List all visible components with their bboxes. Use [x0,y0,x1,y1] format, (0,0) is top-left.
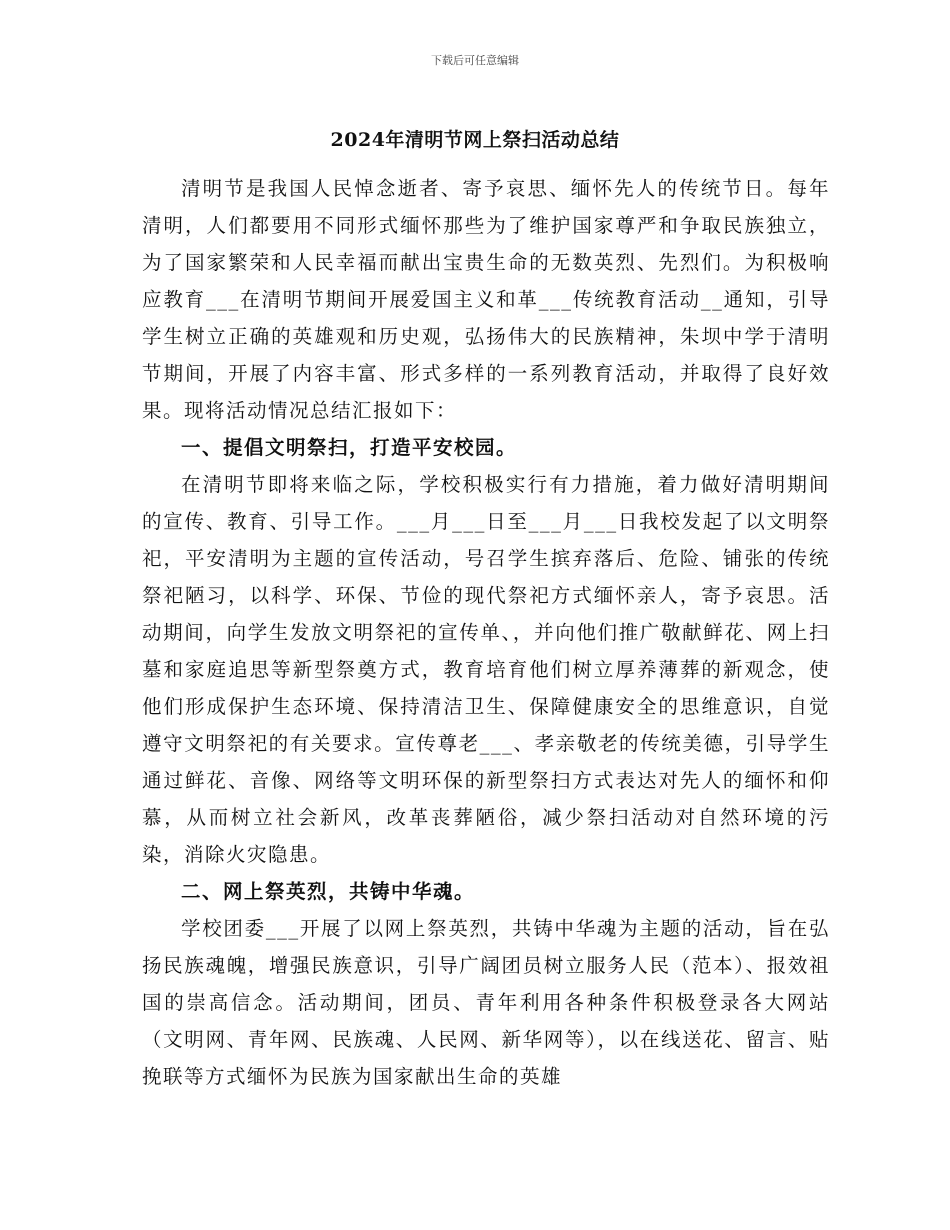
intro-paragraph: 清明节是我国人民悼念逝者、寄予哀思、缅怀先人的传统节日。每年清明，人们都要用不同形式缅怀那些为了维护国家尊严和争取民族独立，为了国家繁荣和人民幸福而献出宝贵生命的无数英烈、先烈们。为积极响应教育___在清明节期间开展爱国主义和革___传统教育活动__通知，引导学生树立正确的英雄观和历史观，弘扬伟大的民族精神，朱坝中学于清明节期间，开展了内容丰富、形式多样的一系列教育活动，并取得了良好效果。现将活动情况总结汇报如下： [142,177,830,422]
section-1-heading: 一、提倡文明祭扫，打造平安校园。 [181,436,518,459]
page-header: 下载后可任意编辑 [431,54,519,67]
document-body [142,170,830,1095]
section-2-paragraph: 学校团委___开展了以网上祭英烈，共铸中华魂为主题的活动，旨在弘扬民族魂魄，增强民族意识，引导广阔团员树立服务人民（范本）、报效祖国的崇高信念。活动期间，团员、青年利用各种条件积极登录各大网站（文明网、青年网、民族魂、人民网、新华网等），以在线送花、留言、贴挽联等方式缅怀为民族为国家献出生命的英雄 [142,917,830,1088]
section-1-paragraph: 在清明节即将来临之际，学校积极实行有力措施，着力做好清明期间的宣传、教育、引导工作。___月___日至___月___日我校发起了以文明祭祀，平安清明为主题的宣传活动，号召学生摈弃落后、危险、铺张的传统祭祀陋习，以科学、环保、节俭的现代祭祀方式缅怀亲人，寄予哀思。活动期间，向学生发放文明祭祀的宣传单、，并向他们推广敬献鲜花、网上扫墓和家庭追思等新型祭奠方式，教育培育他们树立厚养薄葬的新观念，使他们形成保护生态环境、保持清洁卫生、保障健康安全的思维意识，自觉遵守文明祭祀的有关要求。宣传尊老___、孝亲敬老的传统美德，引导学生通过鲜花、音像、网络等文明环保的新型祭扫方式表达对先人的缅怀和仰慕，从而树立社会新风，改革丧葬陋俗，减少祭扫活动对自然环境的污染，消除火灾隐患。 [142,473,830,866]
document-title: 2024年清明节网上祭扫活动总结 [330,129,620,151]
section-2-heading: 二、网上祭英烈，共铸中华魂。 [181,880,476,903]
